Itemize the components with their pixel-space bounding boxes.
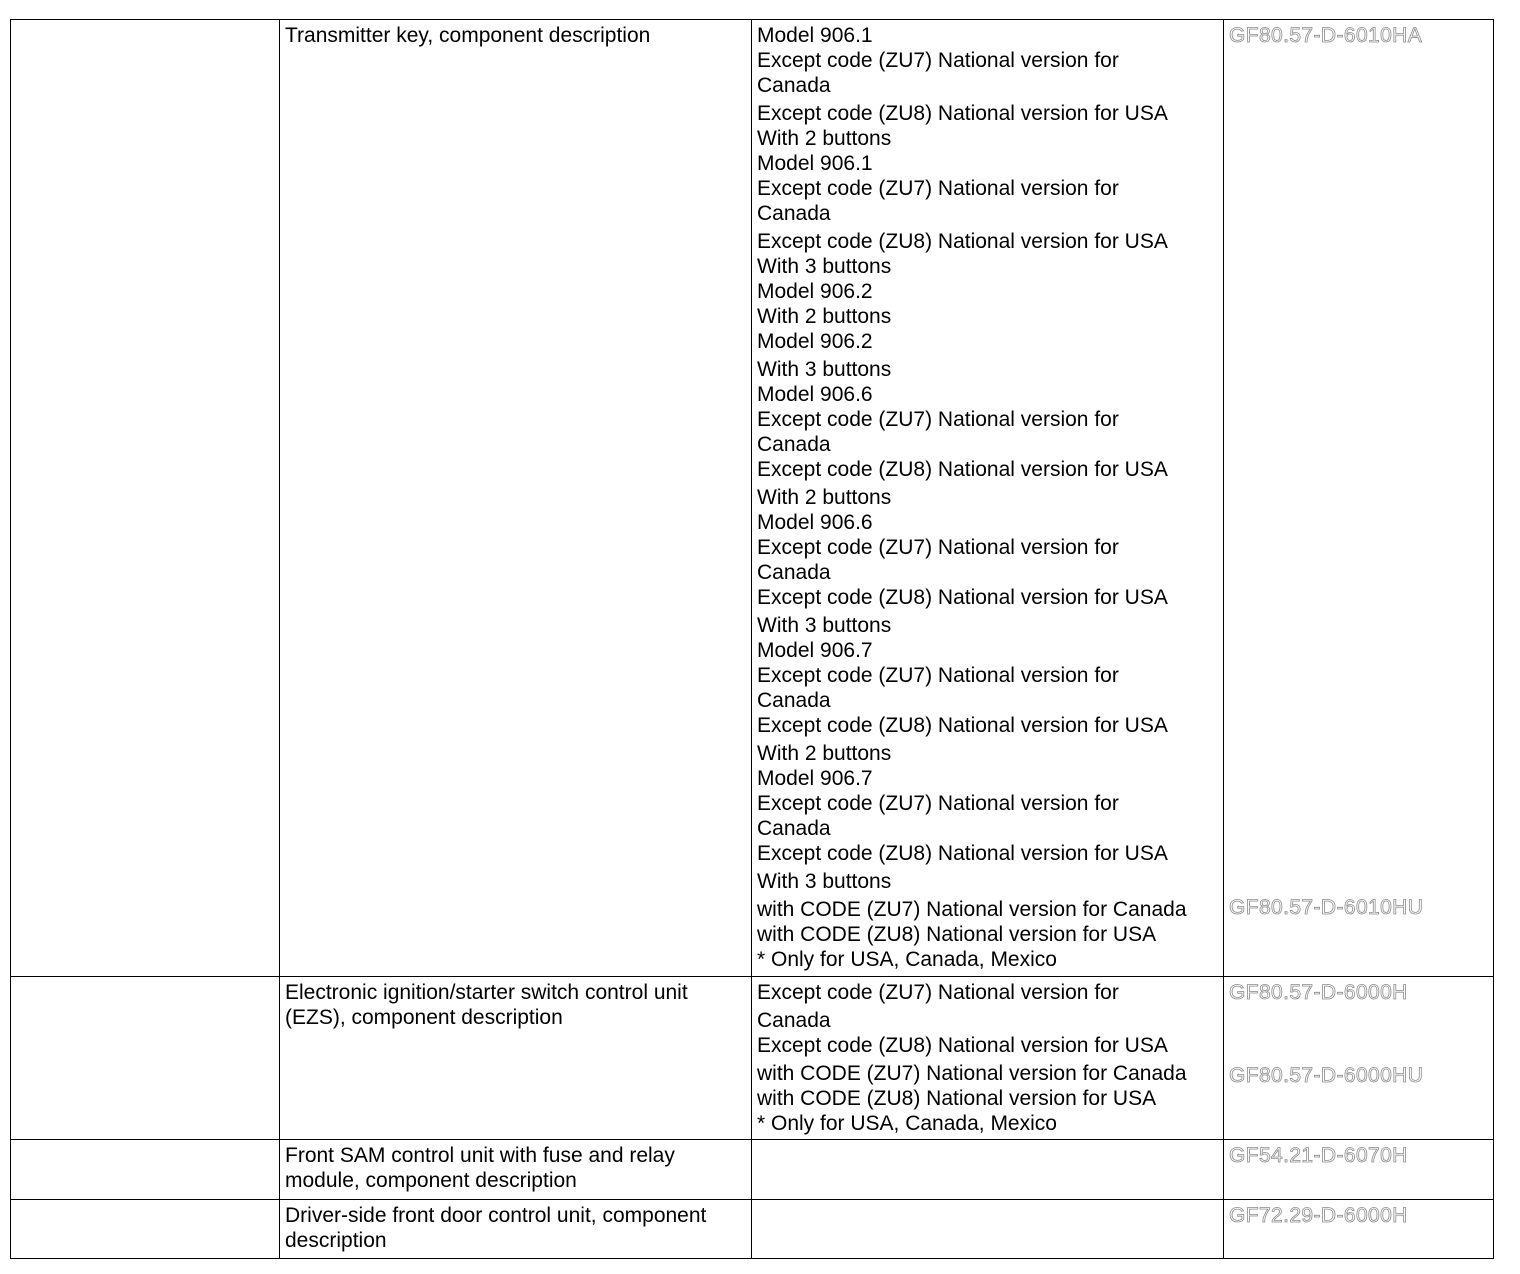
condition-line: With 3 buttons — [757, 614, 892, 637]
label-cell — [11, 1140, 280, 1200]
condition-line: With 2 buttons — [757, 486, 892, 509]
condition-line: Canada — [757, 74, 831, 97]
condition-line: Canada — [757, 1009, 831, 1032]
condition-line: Canada — [757, 817, 831, 840]
condition-line: Except code (ZU8) National version for USA — [757, 714, 1168, 737]
component-description: Transmitter key, component description — [285, 24, 651, 47]
document-link[interactable]: GF54.21-D-6070H — [1229, 1144, 1408, 1167]
condition-line: Model 906.2 — [757, 330, 873, 353]
condition-line: Model 906.1 — [757, 152, 873, 175]
document-cell — [1224, 20, 1494, 977]
document-link[interactable]: GF72.29-D-6000H — [1229, 1204, 1408, 1227]
condition-line: Model 906.6 — [757, 383, 873, 406]
condition-line: Except code (ZU8) National version for USA — [757, 102, 1168, 125]
label-cell — [11, 977, 280, 1140]
condition-line: Except code (ZU7) National version for — [757, 408, 1119, 431]
table-row — [11, 977, 1494, 1140]
condition-line: with CODE (ZU8) National version for USA — [757, 1087, 1157, 1110]
condition-line: Model 906.2 — [757, 280, 873, 303]
component-description: Driver-side front door control unit, component description — [285, 1204, 707, 1252]
document-link[interactable]: GF80.57-D-6010HU — [1229, 896, 1424, 919]
condition-line: Except code (ZU8) National version for USA — [757, 842, 1168, 865]
condition-line: Except code (ZU7) National version for — [757, 536, 1119, 559]
component-cell — [280, 1200, 752, 1259]
label-cell — [11, 1200, 280, 1259]
table-row — [11, 1200, 1494, 1259]
condition-line: With 2 buttons — [757, 742, 892, 765]
component-cell — [280, 1140, 752, 1200]
document-link[interactable]: GF80.57-D-6000H — [1229, 981, 1408, 1004]
condition-line: With 3 buttons — [757, 255, 892, 278]
condition-line: Model 906.7 — [757, 767, 873, 790]
document-cell — [1224, 977, 1494, 1140]
condition-line: Except code (ZU8) National version for USA — [757, 1034, 1168, 1057]
condition-line: with CODE (ZU7) National version for Canada — [757, 1062, 1187, 1085]
condition-line: with CODE (ZU7) National version for Canada — [757, 898, 1187, 921]
condition-line: Except code (ZU8) National version for USA — [757, 586, 1168, 609]
component-description: Electronic ignition/starter switch control unit (EZS), component description — [285, 981, 688, 1029]
condition-line: Except code (ZU7) National version for — [757, 177, 1119, 200]
label-cell — [11, 20, 280, 977]
condition-line: * Only for USA, Canada, Mexico — [757, 948, 1057, 971]
condition-line: Except code (ZU8) National version for USA — [757, 458, 1168, 481]
conditions-block-a — [757, 980, 1218, 1058]
condition-line: With 3 buttons — [757, 358, 892, 381]
document-link[interactable]: GF80.57-D-6010HA — [1229, 24, 1423, 47]
condition-line: * Only for USA, Canada, Mexico — [757, 1112, 1057, 1135]
conditions-cell — [752, 1140, 1224, 1200]
condition-line: Model 906.6 — [757, 511, 873, 534]
condition-line: with CODE (ZU8) National version for USA — [757, 923, 1157, 946]
conditions-cell — [752, 20, 1224, 977]
condition-line: Except code (ZU7) National version for — [757, 981, 1119, 1004]
document-cell — [1224, 1140, 1494, 1200]
conditions-block-a — [757, 23, 1218, 894]
component-description: Front SAM control unit with fuse and relay module, component description — [285, 1144, 675, 1192]
condition-line: Canada — [757, 433, 831, 456]
condition-line: Except code (ZU7) National version for — [757, 792, 1119, 815]
condition-line: With 3 buttons — [757, 870, 892, 893]
condition-line: Canada — [757, 202, 831, 225]
condition-line: Model 906.7 — [757, 639, 873, 662]
condition-line: With 2 buttons — [757, 127, 892, 150]
condition-line: Canada — [757, 689, 831, 712]
condition-line: Except code (ZU7) National version for — [757, 49, 1119, 72]
table-row — [11, 1140, 1494, 1200]
conditions-cell — [752, 977, 1224, 1140]
condition-line: With 2 buttons — [757, 305, 892, 328]
condition-line: Except code (ZU7) National version for — [757, 664, 1119, 687]
condition-line: Model 906.1 — [757, 24, 873, 47]
conditions-block-b — [757, 1061, 1218, 1136]
conditions-cell — [752, 1200, 1224, 1259]
condition-line: Except code (ZU8) National version for USA — [757, 230, 1168, 253]
component-cell — [280, 20, 752, 977]
condition-line: Canada — [757, 561, 831, 584]
table-row — [11, 20, 1494, 977]
component-table — [10, 19, 1494, 1259]
document-link[interactable]: GF80.57-D-6000HU — [1229, 1064, 1424, 1087]
document-cell — [1224, 1200, 1494, 1259]
conditions-block-b — [757, 897, 1218, 972]
component-cell — [280, 977, 752, 1140]
